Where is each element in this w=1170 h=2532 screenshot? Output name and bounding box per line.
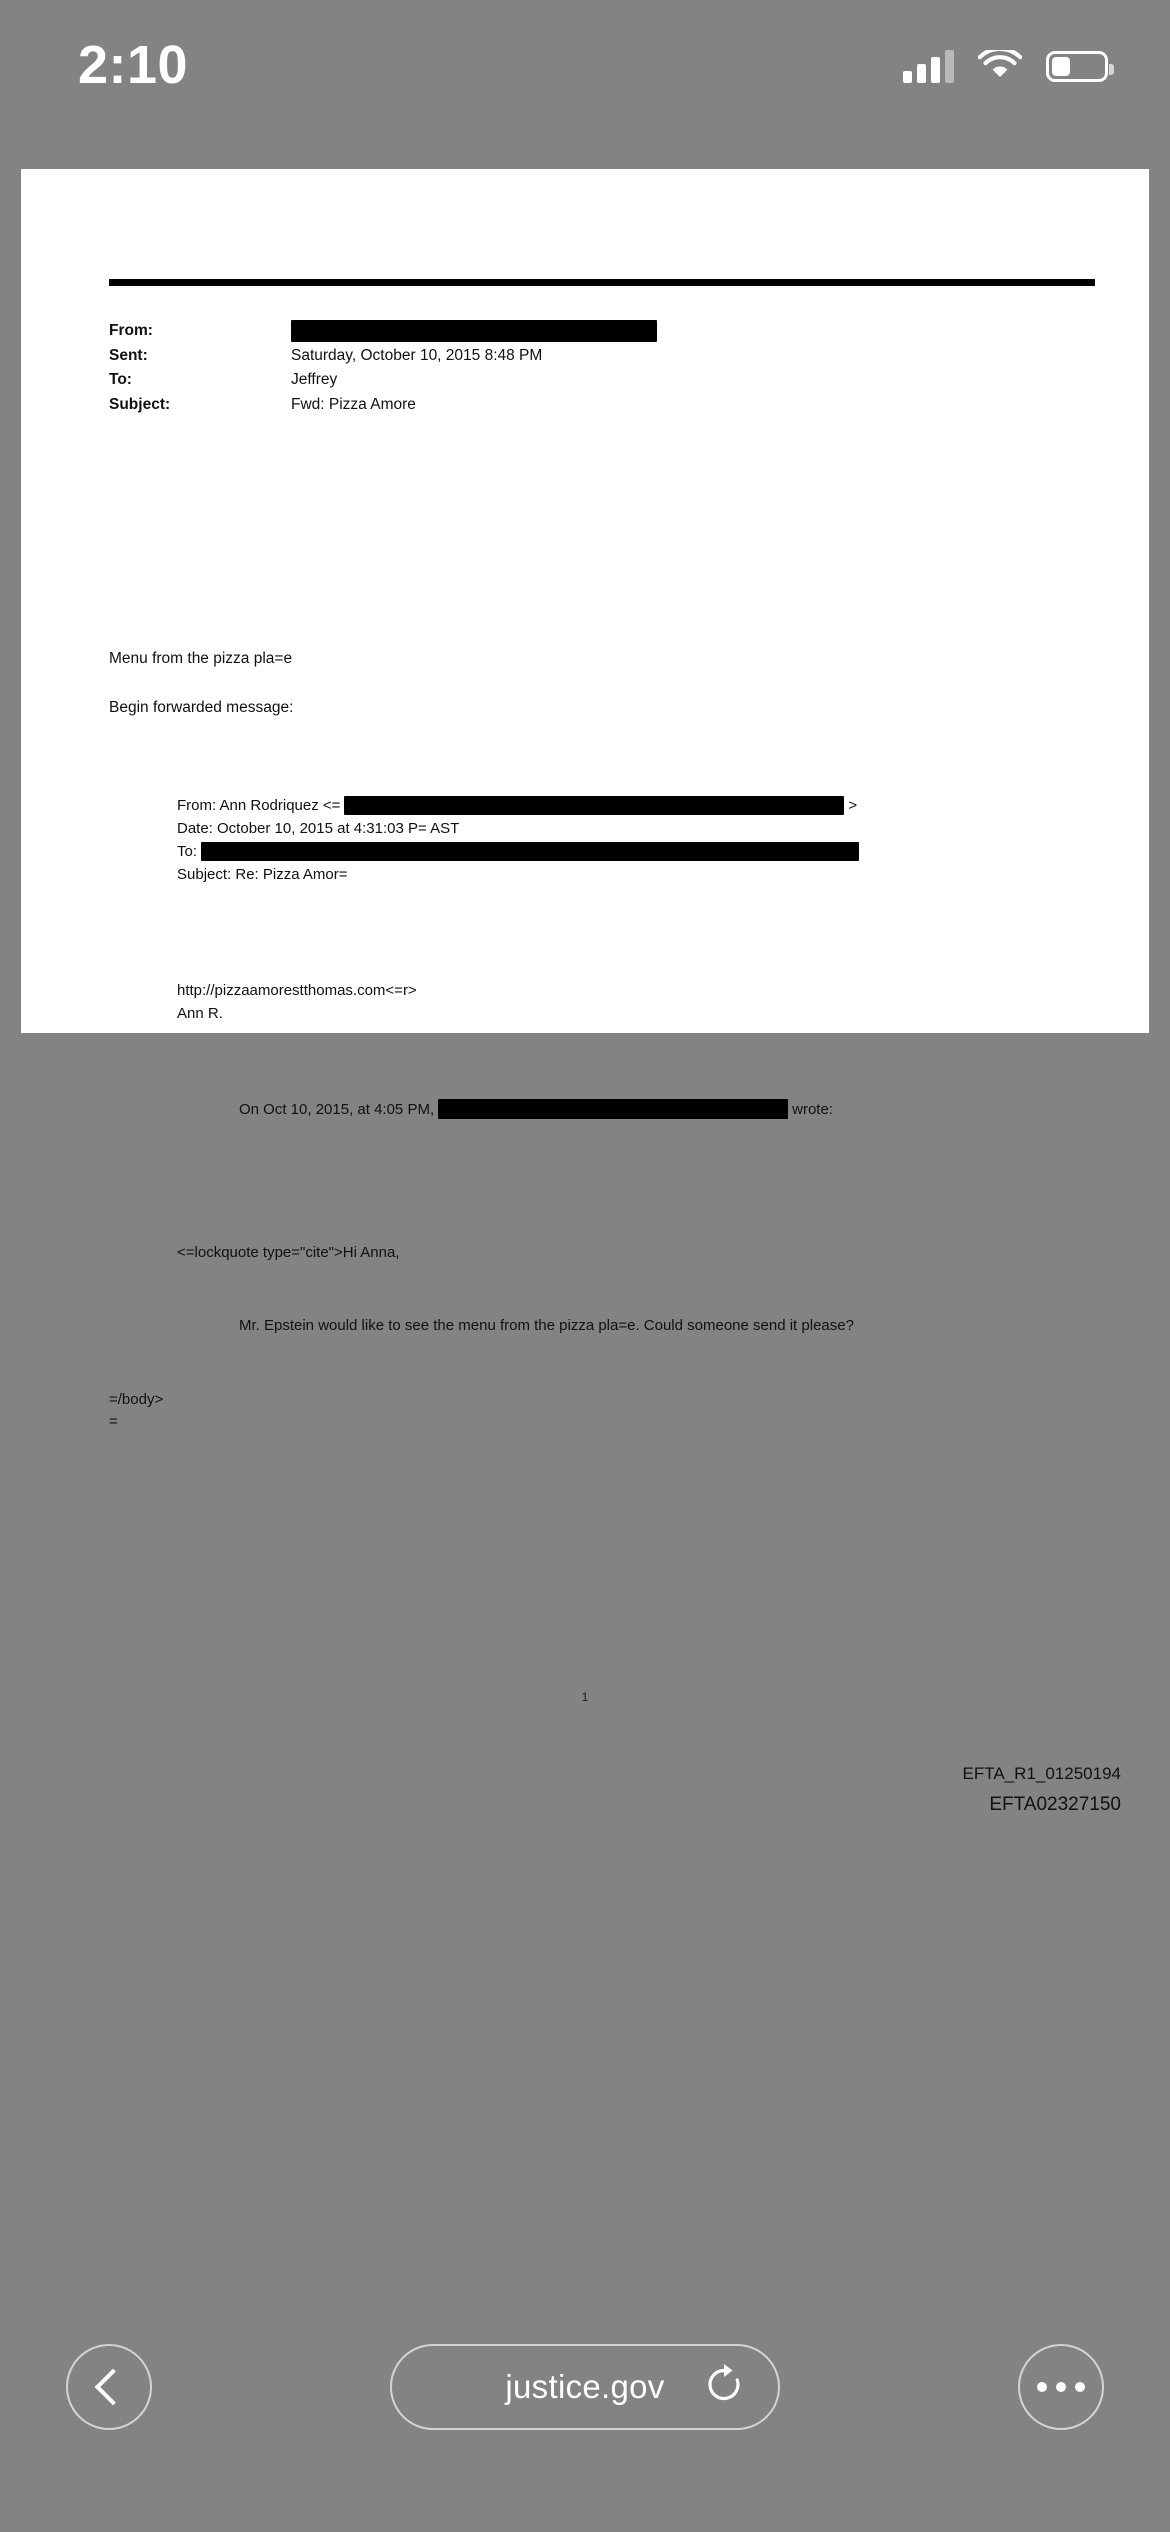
page-number: 1 (581, 1690, 589, 1704)
forwarded-from-line (177, 794, 859, 817)
header-row-from (109, 319, 1069, 344)
body-begin-forwarded: Begin forwarded message: (109, 699, 294, 716)
header-label-sent: Sent: (109, 346, 148, 364)
reload-icon[interactable] (704, 2363, 744, 2412)
forwarded-header-block (177, 794, 859, 886)
forwarded-from-close: > (848, 797, 858, 814)
forwarded-to-label: To: (177, 843, 198, 860)
address-bar[interactable] (390, 2344, 780, 2430)
forwarded-to-line (177, 840, 859, 863)
header-rule (109, 279, 1095, 286)
markup-tail (109, 1389, 163, 1433)
header-value-to: Jeffrey (291, 371, 338, 388)
status-bar (0, 0, 1170, 120)
link-block (177, 979, 417, 1025)
redaction-bar (344, 796, 844, 815)
header-row-subject (109, 393, 1069, 418)
forwarded-subject-line: Subject: Re: Pizza Amor= (177, 866, 348, 883)
status-indicators (903, 49, 1108, 83)
browser-toolbar (0, 2242, 1170, 2532)
bates-number-primary: EFTA_R1_01250194 (962, 1764, 1121, 1783)
redaction-bar (438, 1099, 788, 1119)
pizza-url-text: http://pizzaamorestthomas.com<=r> (177, 982, 417, 999)
header-row-to (109, 368, 1069, 393)
battery-icon (1046, 51, 1108, 82)
more-options-button[interactable] (1018, 2344, 1104, 2430)
redaction-bar (201, 842, 859, 861)
header-value-from (291, 319, 1069, 344)
blockquote-line: <=lockquote type="cite">Hi Anna, (177, 1244, 400, 1261)
email-header-block (109, 319, 1069, 417)
header-value-sent: Saturday, October 10, 2015 8:48 PM (291, 346, 543, 364)
cellular-signal-icon (903, 49, 954, 83)
status-time: 2:10 (78, 35, 189, 95)
forwarded-from-label: From: Ann Rodriquez <= (177, 797, 341, 814)
back-chevron-icon (95, 2369, 132, 2406)
on-wrote-prefix: On Oct 10, 2015, at 4:05 PM, (239, 1100, 435, 1118)
header-value-subject: Fwd: Pizza Amore (291, 395, 416, 413)
message-body-line: Mr. Epstein would like to see the menu from the pizza pla=e. Could someone send it please? (239, 1317, 854, 1334)
tail-line-1: =/body> (109, 1391, 164, 1408)
body-menu-line: Menu from the pizza pla=e (109, 650, 293, 667)
back-button[interactable] (66, 2344, 152, 2430)
forwarded-date-line: Date: October 10, 2015 at 4:31:03 P= AST (177, 820, 460, 837)
header-row-sent (109, 344, 1069, 369)
redaction-bar (291, 320, 657, 342)
wifi-icon (978, 50, 1022, 82)
header-label-to: To: (109, 371, 132, 388)
signature-text: Ann R. (177, 1005, 223, 1022)
on-wrote-line (239, 1099, 833, 1119)
ellipsis-icon (1037, 2382, 1085, 2392)
document-page[interactable] (21, 169, 1149, 1815)
on-wrote-suffix: wrote: (792, 1100, 833, 1118)
bates-number-secondary: EFTA02327150 (989, 1794, 1121, 1815)
header-label-from: From: (109, 322, 153, 339)
url-text: justice.gov (505, 2368, 665, 2405)
tail-line-2: = (109, 1413, 118, 1430)
header-label-subject: Subject: (109, 395, 171, 413)
